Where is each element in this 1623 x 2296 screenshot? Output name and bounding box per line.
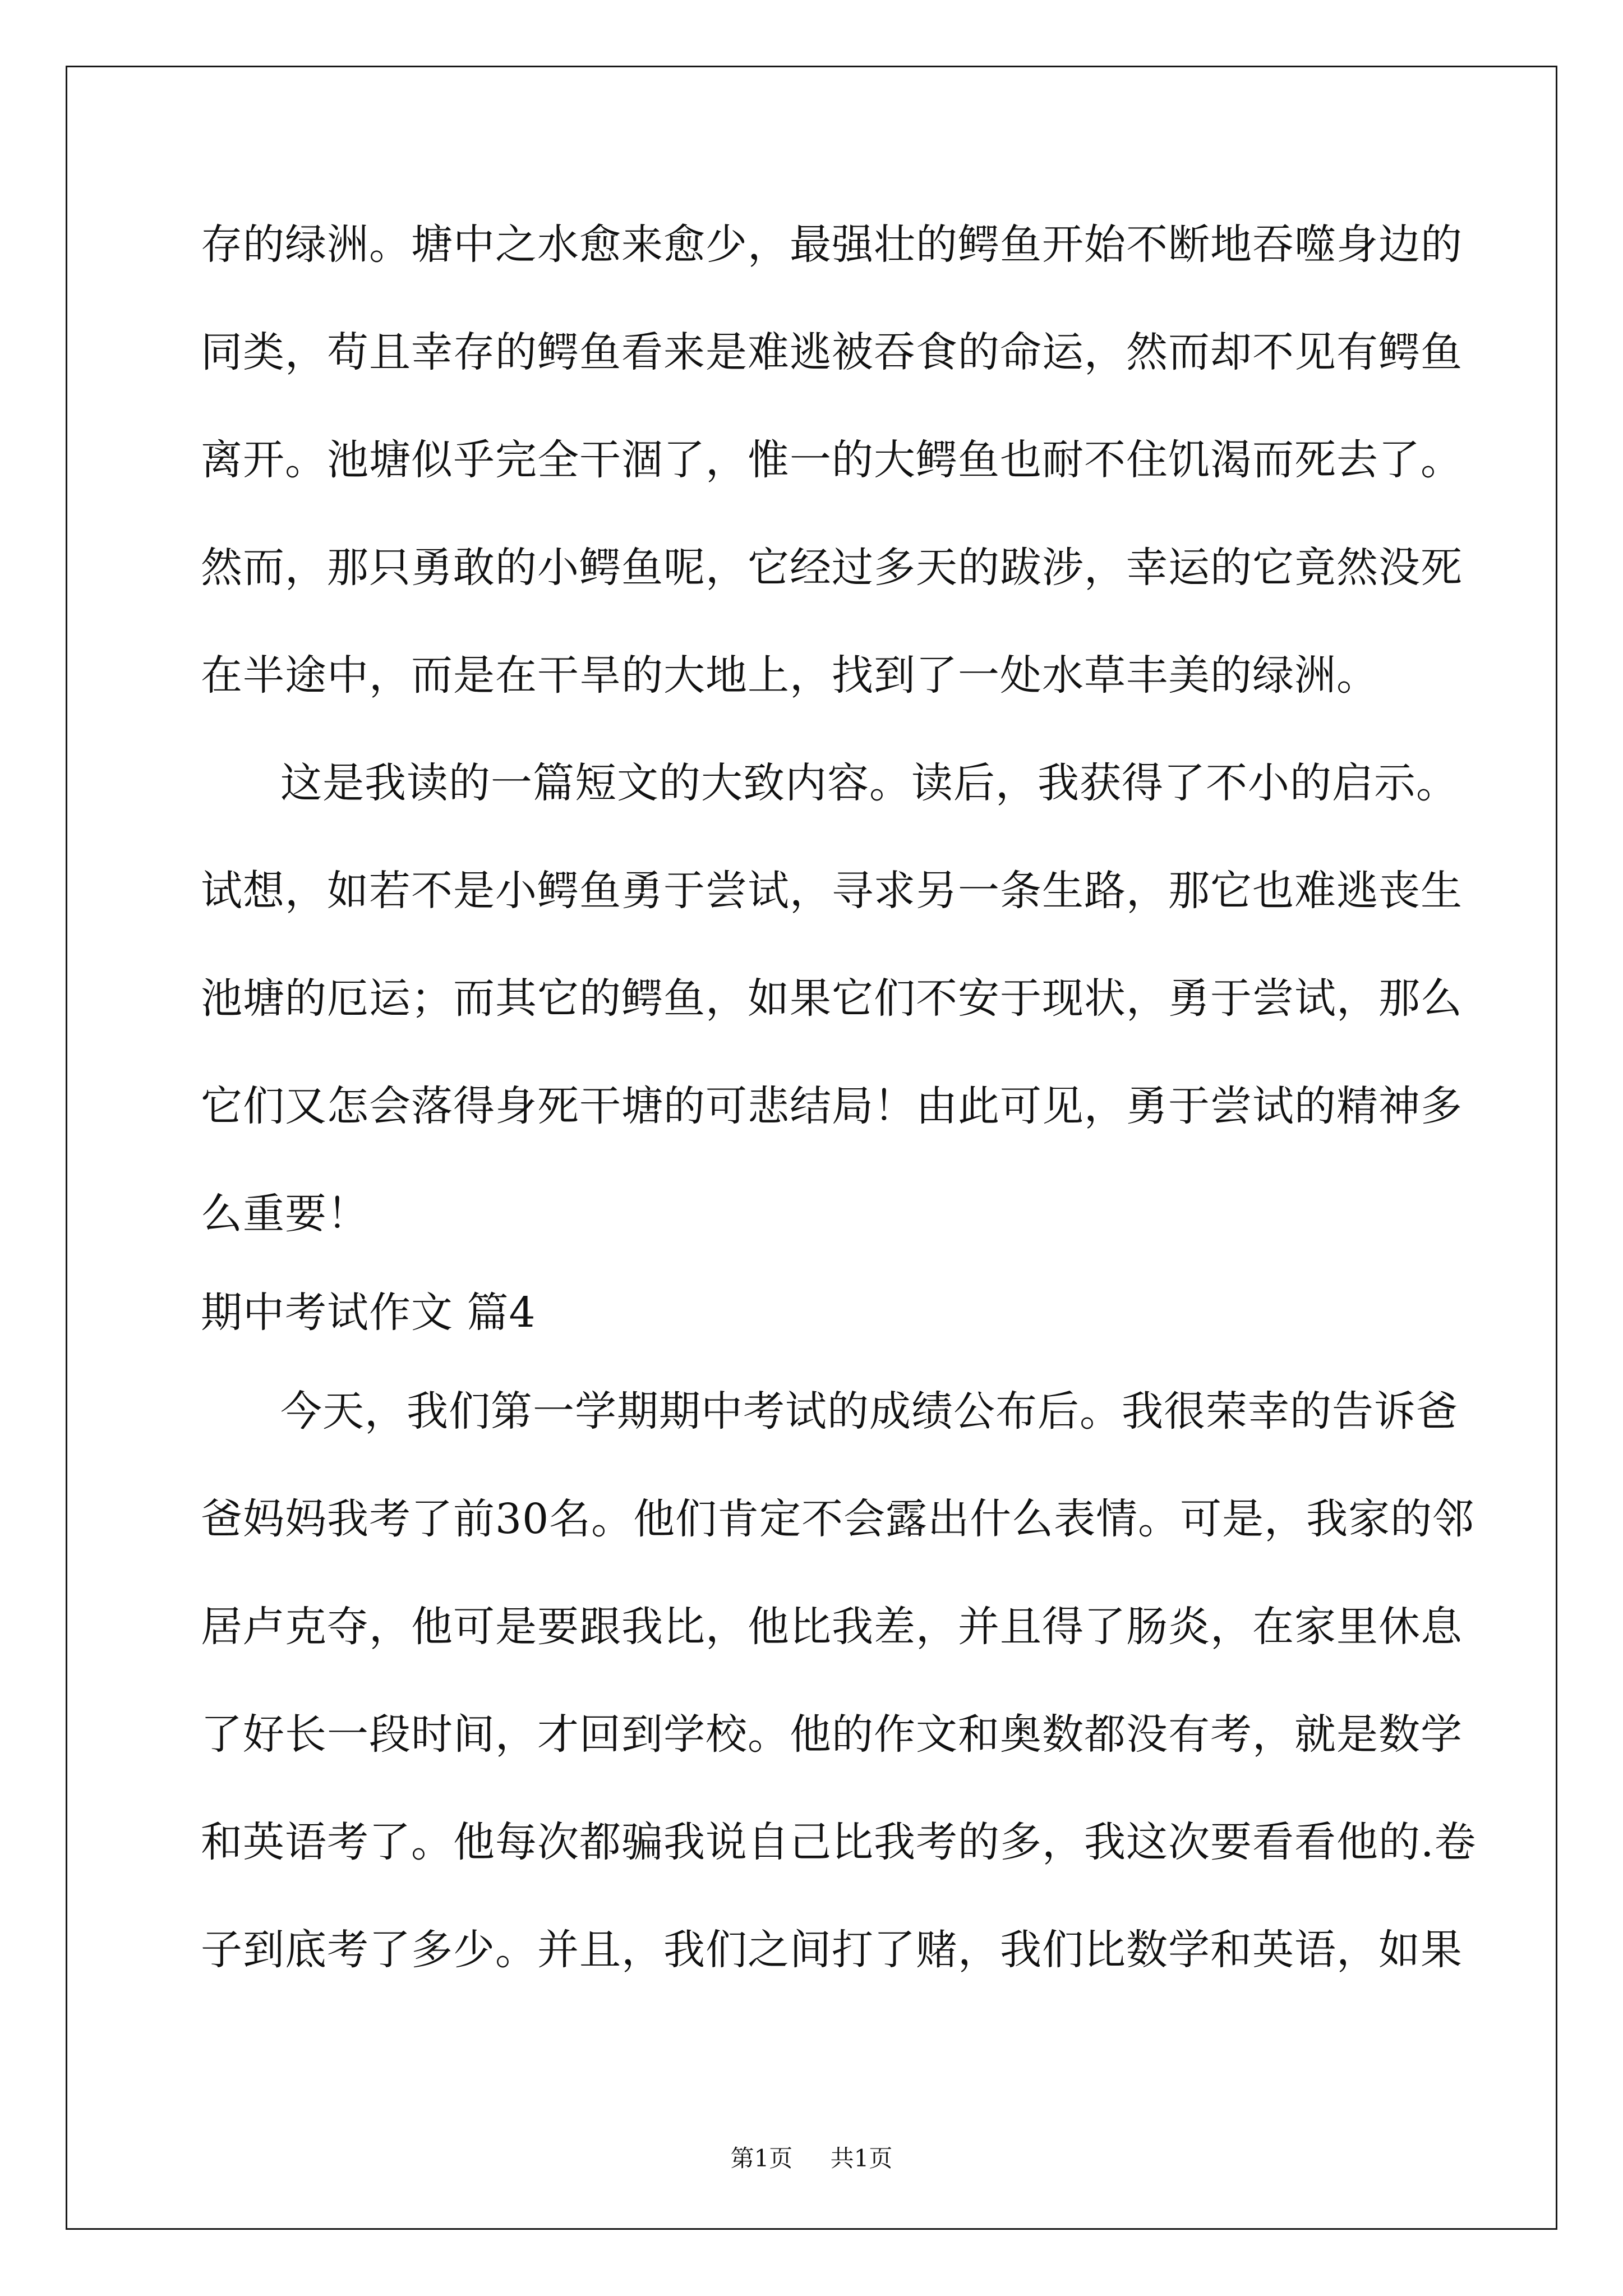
text-line: 在半途中，而是在干旱的大地上，找到了一处水草丰美的绿洲。 bbox=[201, 651, 1378, 700]
text-line: 同类，苟且幸存的鳄鱼看来是难逃被吞食的命运，然而却不见有鳄鱼 bbox=[201, 328, 1463, 376]
text-line: 试想，如若不是小鳄鱼勇于尝试，寻求另一条生路，那它也难逃丧生 bbox=[201, 867, 1463, 915]
text-line: 了好长一段时间，才回到学校。他的作文和奥数都没有考，就是数学 bbox=[201, 1710, 1463, 1759]
text-line: 它们又怎会落得身死干塘的可悲结局！由此可见，勇于尝试的精神多 bbox=[201, 1082, 1463, 1130]
text-line: 子到底考了多少。并且，我们之间打了赌，我们比数学和英语，如果 bbox=[201, 1926, 1463, 1974]
text-line: 和英语考了。他每次都骗我说自己比我考的多，我这次要看看他的.卷 bbox=[201, 1818, 1477, 1866]
text-line: 爸妈妈我考了前30名。他们肯定不会露出什么表情。可是，我家的邻 bbox=[201, 1495, 1475, 1543]
text-line: 然而，那只勇敢的小鳄鱼呢，它经过多天的跋涉，幸运的它竟然没死 bbox=[201, 544, 1463, 592]
paragraph-first-line: 这是我读的一篇短文的大致内容。读后，我获得了不小的启示。 bbox=[280, 759, 1458, 807]
text-line: 池塘的厄运；而其它的鳄鱼，如果它们不安于现状，勇于尝试，那么 bbox=[201, 974, 1463, 1023]
page-border bbox=[66, 66, 1557, 2230]
section-heading: 期中考试作文 篇4 bbox=[201, 1289, 536, 1337]
text-line: 离开。池塘似乎完全干涸了，惟一的大鳄鱼也耐不住饥渴而死去了。 bbox=[201, 436, 1463, 484]
paragraph-first-line: 今天，我们第一学期期中考试的成绩公布后。我很荣幸的告诉爸 bbox=[280, 1387, 1458, 1435]
page-total: 共1页 bbox=[830, 2145, 893, 2172]
text-line: 么重要！ bbox=[201, 1190, 369, 1238]
text-line: 存的绿洲。塘中之水愈来愈少，最强壮的鳄鱼开始不断地吞噬身边的 bbox=[201, 220, 1463, 269]
text-line: 居卢克夺，他可是要跟我比，他比我差，并且得了肠炎，在家里休息 bbox=[201, 1603, 1463, 1651]
page-number: 第1页 bbox=[730, 2145, 793, 2172]
page-footer bbox=[0, 2142, 1623, 2175]
